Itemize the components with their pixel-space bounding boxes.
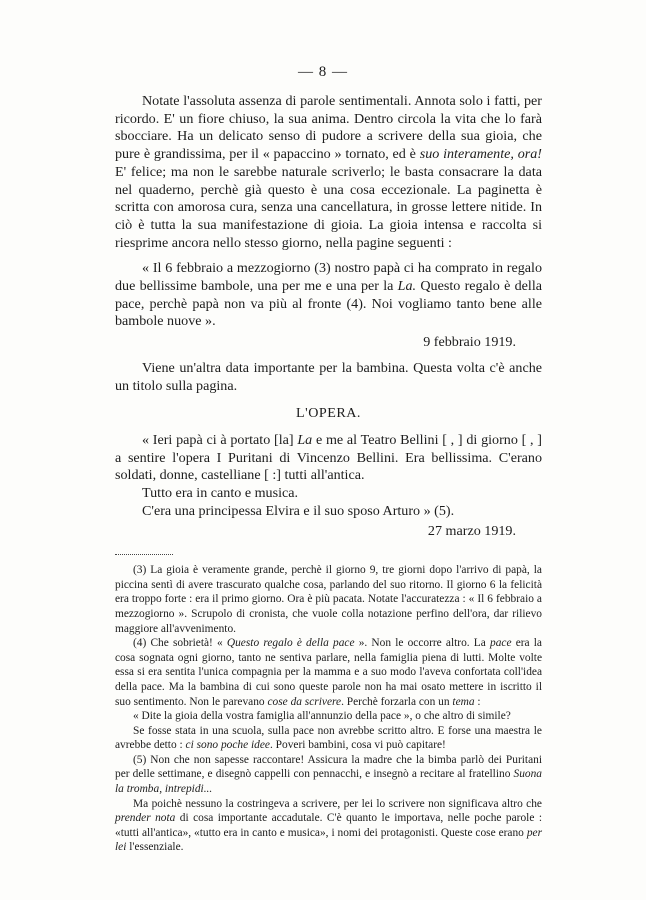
footnote-4-end: Se fosse stata in una scuola, sulla pace non avrebbe scritto altro. E forse una maestra le avrebbe detto : ci sono poche idee. Poveri bambini, cosa vi può capitare! xyxy=(115,724,542,752)
footnote-3: (3) La gioia è veramente grande, perchè il giorno 9, tre giorni dopo l'arrivo di papà, la piccina sentì di avere trascurato qualche cosa, parlando del suo ritorno. Il giorno 6 la felicità era troppo forte : era il primo giorno. Ora è più pacata. Notate l'accuratezza : « Il 6 febbraio a mezzogiorno ». Scrupolo di cronista, che vuole colla notazione perfino dell'ora, dar rilievo maggiore all'avvenimento. xyxy=(115,564,542,635)
footnotes xyxy=(115,563,542,855)
quote-2-line-3: C'era una principessa Elvira e il suo sposo Arturo » (5). xyxy=(142,502,455,519)
footnote-5-continued: Ma poichè nessuno la costringeva a scrivere, per lei lo scrivere non significava altro che prender nota di cosa importante accadutale. C'è quanto le importava, nelle poche parole : «tutti all'antica», «tutto era in canto e musica», i nomi dei protagonisti. Queste cose erano per lei l'essenziale. xyxy=(115,797,542,854)
section-heading: L'OPERA. xyxy=(296,405,361,422)
paragraph-1: Notate l'assoluta assenza di parole sentimentali. Annota solo i fatti, per ricordo. E' un fiore chiuso, la sua anima. Dentro circola la vita che lo farà sbocciare. Ha un delicato senso di pudore a scrivere della sua gioia, che pure è grandissima, per il « papaccino » tornato, ed è suo interamente, ora! E' felice; ma non le sarebbe naturale scriverlo; le basta consacrare la data nel quaderno, perchè già questo è una cosa eccezionale. La paginetta è scritta con amorosa cura, senza una cancellatura, in grosse lettere nitide. In ciò è tutta la sua manifestazione di gioia. La gioia intensa e raccolta si riesprime ancora nello stesso giorno, nella pagine seguenti : xyxy=(115,93,542,251)
footnote-5: (5) Non che non sapesse raccontare! Assicura la madre che la bimba parlò dei Puritani per delle settimane, e disegnò cappelli con pennacchi, e insegnò a recitare al fratellino Suona la tromba, intrepidi... xyxy=(115,753,542,796)
footnote-4-quote: « Dite la gioia della vostra famiglia all'annunzio della pace », o che altro di simile? xyxy=(133,710,511,723)
page-number: — 8 — xyxy=(298,64,348,80)
date-1: 9 febbraio 1919. xyxy=(423,334,516,351)
footnote-separator xyxy=(115,554,173,555)
quote-2: « Ieri papà ci à portato [la] La e me al Teatro Bellini [ , ] di giorno [ , ] a sentire l'opera I Puritani di Vincenzo Bellini. Era bellissima. C'erano soldati, donne, castelliane [ :] tutti all'antica. xyxy=(115,431,543,484)
quote-2-line-2: Tutto era in canto e musica. xyxy=(142,485,299,502)
footnote-4: (4) Che sobrietà! « Questo regalo è della pace ». Non le occorre altro. La pace era la cosa sognata ogni giorno, tanto ne sentiva parlare, nella famiglia piena di lutti. Molte volte essa si era sentita l'unica compagnia per la mamma e a suo modo l'aveva confortata coll'idea della pace. Ma la bambina di cui sono queste parole non ha mai osato mettere in iscritto il suo sentimento. Non le parevano cose da scrivere. Perchè forzarla con un tema : xyxy=(115,637,542,708)
main-text xyxy=(115,93,542,855)
paragraph-2: Viene un'altra data importante per la bambina. Questa volta c'è anche un titolo sulla pagina. xyxy=(115,359,542,394)
date-2: 27 marzo 1919. xyxy=(427,523,516,540)
quote-1: « Il 6 febbraio a mezzogiorno (3) nostro papà ci ha comprato in regalo due bellissime bambole, una per me e una per la La. Questo regalo è della pace, perchè papà non va più al fronte (4). Noi vogliamo tanto bene alle bambole nuove ». xyxy=(115,260,542,330)
